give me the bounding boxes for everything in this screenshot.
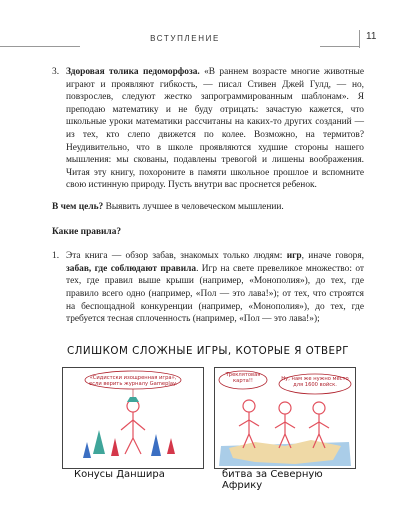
rules-paragraph	[52, 226, 364, 239]
item-bold-1: игр	[286, 251, 302, 262]
speech-bubble-left: «Сидистски изощренная игра», если верить журналу Gameplay.	[89, 375, 177, 387]
comic-illustration	[52, 345, 364, 491]
comic-title: СЛИШКОМ СЛОЖНЫЕ ИГРЫ, КОТОРЫЕ Я ОТВЕРГ	[67, 345, 349, 357]
item-text-3: . Игр на свете превеликое множество: от тех, где правил выше крыши (например, «Монополия»), до тех, где правило всего одно (например, «Пол — это лава!»); от тех, что строятся на беспощадной конкуренции (например, «Монополия»), до тех, где требуется тесная сплоченность (например, «Пол — это лава!»);	[66, 263, 364, 325]
page-number: 11	[366, 31, 377, 42]
running-header	[0, 30, 400, 50]
speech-bubble-right-2: Ну, нам же нужно место для 1600 войск.	[281, 376, 349, 388]
comic-panel-left	[62, 367, 204, 469]
list-item-1	[52, 250, 364, 326]
caption-right: битва за Северную Африку	[222, 469, 323, 491]
header-divider	[359, 30, 360, 48]
speech-bubble-right-1: Треклятовая карта!!	[225, 372, 261, 384]
item-lead: Здоровая толика педоморфоза.	[66, 67, 200, 77]
section-title: ВСТУПЛЕНИЕ	[150, 34, 220, 43]
goal-question: В чем цель?	[52, 201, 104, 212]
header-rule-left	[0, 46, 80, 47]
list-number: 1.	[52, 251, 60, 262]
item-bold-2: забав, где соблюдают правила	[66, 263, 197, 274]
goal-answer: Выявить лучшее в человеческом мышлении.	[105, 201, 284, 212]
item-text-2: , иначе говоря,	[301, 251, 365, 262]
goal-paragraph	[52, 201, 364, 214]
item-text-1: Эта книга — обзор забав, знакомых только людям:	[66, 251, 287, 262]
header-rule-right	[320, 46, 360, 47]
list-item-3	[52, 66, 364, 192]
rules-question: Какие правила?	[52, 226, 122, 237]
comic-panel-right	[214, 367, 356, 469]
body-text	[52, 66, 364, 326]
africa-map-drawing	[215, 368, 355, 468]
cones-drawing	[63, 368, 203, 468]
item-text: «В раннем возрасте многие животные играют и проявляют гибкость, — писал Стивен Джей Гулд, — но, повзрослев, следуют жестко запрограммированным шаблонам». Я преподаю математику и не буду отрицать: зачастую кажется, что школьные уроки математики рассчитаны на каких-то других созданий — из тех, кто слепо движется по колее. Возможно, на термитов? Неудивительно, что в школе проявляются худшие стороны нашего мышления: мы скованы, подавлены тревогой и лишены воображения. Читая эту книгу, похороните в памяти школьное прошлое и вспомните свою истинную природу. Пусть внутри вас проснется ребенок.	[66, 67, 365, 191]
list-number: 3.	[52, 67, 60, 77]
caption-left: Конусы Даншира	[74, 469, 165, 480]
